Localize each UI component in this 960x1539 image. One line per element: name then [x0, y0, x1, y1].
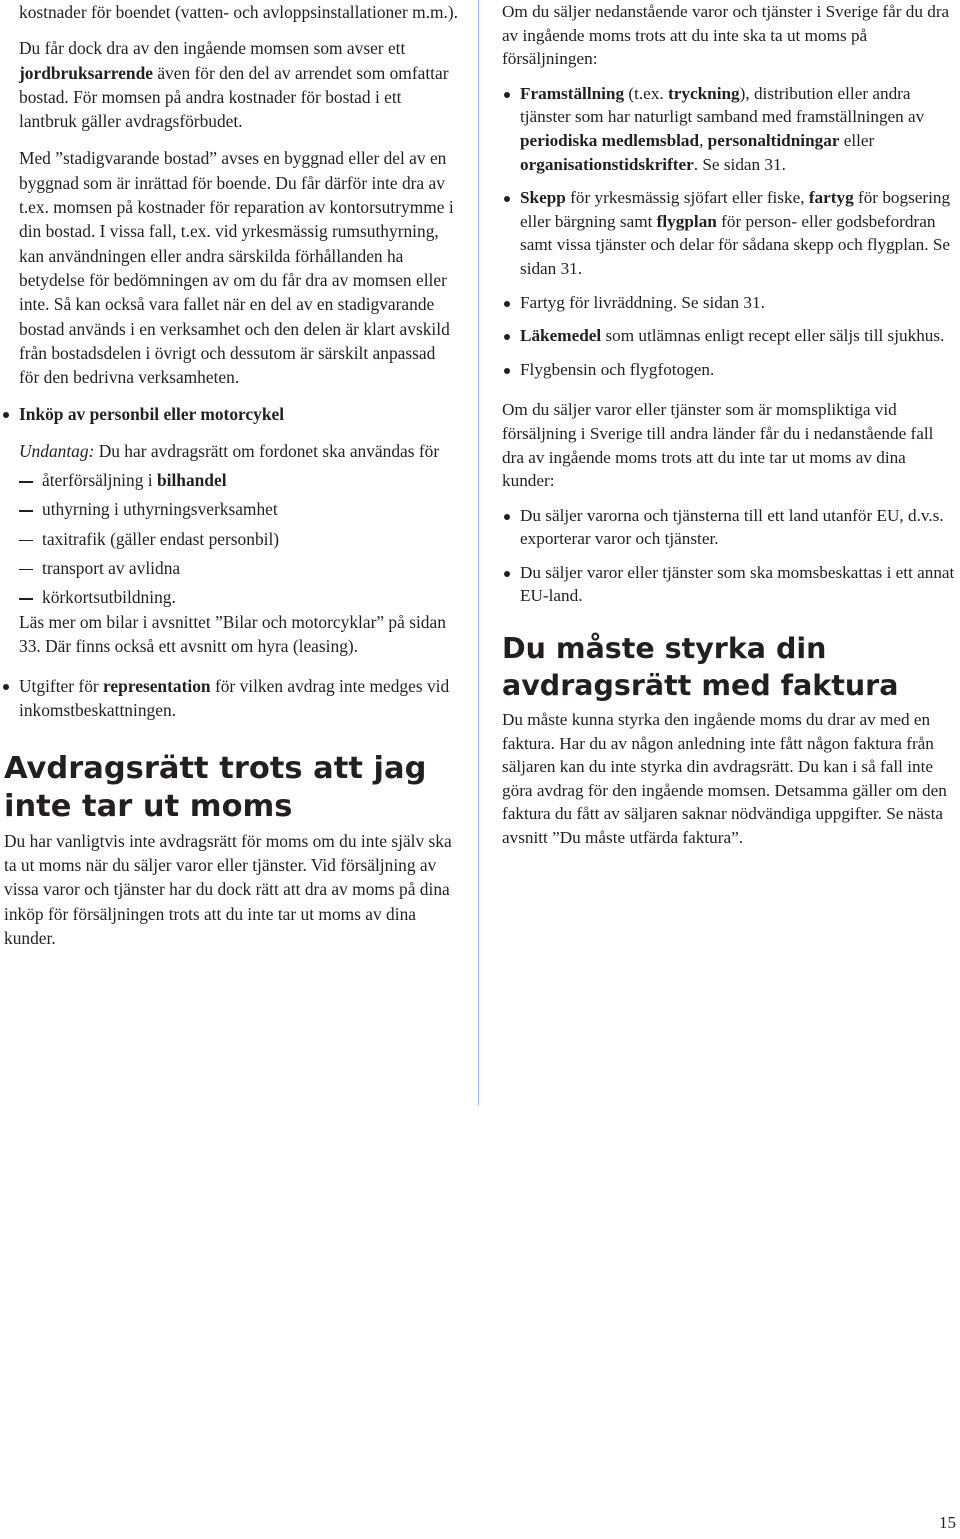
bullet-item-livraddning: Fartyg för livräddning. Se sidan 31.	[502, 291, 958, 315]
bold-term-personaltidningar: personaltidningar	[707, 130, 840, 150]
text-run: för bogsering eller bärgning samt	[520, 188, 951, 231]
paragraph-jordbruksarrende	[19, 36, 459, 133]
section-heading-faktura: Du måste styrka din avdragsrätt med faktura	[502, 632, 899, 703]
bold-term-organisationstidskrifter: organisationstidskrifter	[520, 154, 694, 174]
bold-term-jordbruksarrende: jordbruksarrende	[19, 62, 153, 83]
text-run: återförsäljning i	[42, 470, 157, 491]
bold-term-flygplan: flygplan	[656, 211, 717, 231]
section-heading-avdragsratt: Avdragsrätt trots att jag inte tar ut moms	[4, 750, 427, 824]
bullet-item-framstallning	[502, 82, 958, 176]
paragraph-stadigvarande-bostad: Med ”stadigvarande bostad” avses en byggnad eller del av en byggnad som är inrättad för boende. Du får därför inte dra av t.ex. momsen på kostnader för reparation av kontorsutrymme i din bostad. I vissa fall, t.ex. vid yrkesmässig rumsuthyrning, kan användningen eller andra särskilda förhållanden ha betydelse för bedömningen av om du får dra av momsen eller inte. Så kan också vara fallet när en del av en stadigvarande bostad används i en verksamhet och den delen är klart avskild från bostadsdelen i övrigt och dessutom är särskilt anpassad för den bedrivna verksamheten.	[19, 148, 454, 388]
bilar-reference: Läs mer om bilar i avsnittet ”Bilar och motorcyklar” på sidan 33. Där finns också ett avsnitt om hyra (leasing).	[19, 611, 446, 656]
bold-term-representation: representation	[103, 676, 211, 697]
text-run: för person- eller godsbefordran samt vissa tjänster och delar för sådana skepp och flygplan. Se sidan 31.	[520, 211, 951, 278]
bullet-item-representation	[1, 674, 459, 723]
bullet-list-left	[19, 402, 459, 722]
text-run: eller	[839, 130, 875, 150]
undantag-label: Undantag:	[19, 440, 95, 461]
undantag-paragraph	[19, 439, 459, 463]
paragraph-nedanstaende-varor: Om du säljer nedanstående varor och tjänster i Sverige får du dra av ingående moms trots att du inte ska ta ut moms på försäljningen:	[502, 2, 950, 69]
dash-item: körkortsutbildning.	[19, 585, 459, 609]
paragraph-faktura: Du måste kunna styrka den ingående moms du drar av med en faktura. Har du av någon anledning inte fått någon faktura från säljaren kan du inte styrka din avdragsrätt. Du kan i så fall inte göra avdrag för den ingående momsen. Detsamma gäller om den faktura du fått av säljaren saknar nödvändiga uppgifter. Se nästa avsnitt ”Du måste utfärda faktura”.	[502, 710, 947, 848]
bold-term-framstallning: Framställning	[520, 83, 625, 103]
paragraph-momspliktiga: Om du säljer varor eller tjänster som är momspliktiga vid försäljning i Sverige till andra länder får du i nedanstående fall dra av ingående moms trots att du inte tar ut moms av dina kunder:	[502, 400, 934, 491]
dash-item: taxitrafik (gäller endast personbil)	[19, 527, 459, 551]
text-run: ), distribution eller andra tjänster som har naturligt samband med framställningen av	[520, 83, 925, 127]
bullet-item-lakemedel	[502, 324, 958, 348]
paragraph-avdragsratt: Du har vanligtvis inte avdragsrätt för moms om du inte själv ska ta ut moms när du säljer varor eller tjänster. Vid försäljning av vissa varor och tjänster har du dock rätt att dra av moms på dina inköp för försäljningen trots att du inte tar ut moms av dina kunder.	[4, 830, 452, 948]
bullet-list-export	[502, 504, 958, 608]
text-run: för vilken avdrag inte medges vid inkomstbeskattningen.	[19, 676, 450, 721]
dash-item: uthyrning i uthyrningsverksamhet	[19, 497, 459, 521]
right-column	[502, 0, 958, 850]
text-run: för yrkesmässig sjöfart eller fiske,	[565, 188, 809, 208]
bold-term-bilhandel: bilhandel	[156, 470, 227, 491]
bullet-item-flygbensin: Flygbensin och flygfotogen.	[502, 358, 958, 382]
left-column	[4, 0, 459, 950]
dash-item	[19, 468, 459, 492]
bullet-item-export: Du säljer varorna och tjänsterna till ett land utanför EU, d.v.s. exporterar varor och tjänster.	[502, 504, 958, 551]
bullet-item-personbil	[1, 402, 459, 658]
text-run: Utgifter för	[19, 676, 104, 697]
bullet-item-eu-land: Du säljer varor eller tjänster som ska momsbeskattas i ett annat EU-land.	[502, 561, 958, 608]
dash-item: transport av avlidna	[19, 556, 459, 580]
bullet-item-skepp	[502, 186, 958, 280]
bullet-title-personbil: Inköp av personbil eller motorcykel	[19, 404, 285, 425]
page-number: 15	[939, 1513, 956, 1532]
dash-list-fordon	[19, 468, 459, 609]
text-run: (t.ex.	[624, 83, 669, 103]
bold-term-lakemedel: Läkemedel	[520, 326, 602, 346]
bold-term-tryckning: tryckning	[668, 83, 740, 103]
text-run: som utlämnas enligt recept eller säljs till sjukhus.	[601, 326, 945, 346]
text-run: . Se sidan 31.	[693, 154, 786, 174]
paragraph-bostad-kostnader: kostnader för boendet (vatten- och avloppsinstallationer m.m.).	[19, 2, 458, 22]
text-run: ,	[699, 130, 708, 150]
text-run: Du får dock dra av den ingående momsen som avser ett	[19, 38, 406, 59]
bullet-list-varor	[502, 82, 958, 382]
bold-term-fartyg: fartyg	[808, 188, 854, 208]
text-run: Du har avdragsrätt om fordonet ska användas för	[94, 440, 440, 461]
column-divider	[478, 0, 479, 1105]
text-run: även för den del av arrendet som omfattar bostad. För momsen på andra kostnader för bostad i ett lantbruk gäller avdragsförbudet.	[19, 62, 449, 132]
bold-term-skepp: Skepp	[520, 188, 566, 208]
bold-term-medlemsblad: periodiska medlemsblad	[520, 130, 700, 150]
